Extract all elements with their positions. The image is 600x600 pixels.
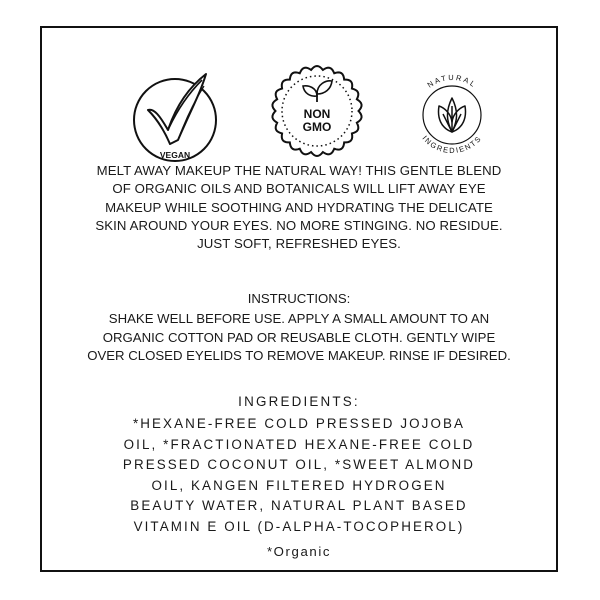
vegan-label: VEGAN: [159, 150, 191, 160]
gmo-label: GMO: [302, 120, 332, 134]
ingredients-line: OIL, KANGEN FILTERED HYDROGEN: [151, 477, 447, 493]
ingredients-line: VITAMIN E OIL (D-ALPHA-TOCOPHEROL): [133, 518, 465, 534]
natural-label: NATURAL: [425, 72, 479, 90]
intro-line: OF ORGANIC OILS AND BOTANICALS WILL LIFT AWAY EYE: [112, 181, 486, 197]
instructions-line: OVER CLOSED EYELIDS TO REMOVE MAKEUP. RINSE IF DESIRED.: [87, 348, 511, 364]
leaf-sprout-icon: [303, 81, 332, 102]
instructions-heading: INSTRUCTIONS:: [247, 291, 351, 306]
svg-text:NATURAL: [426, 73, 479, 90]
non-label: NON: [303, 107, 331, 121]
ingredients-heading: INGREDIENTS:: [238, 394, 360, 409]
natural-ingredients-badge: [397, 60, 507, 170]
instructions-line: ORGANIC COTTON PAD OR REUSABLE CLOTH. GENTLY WIPE: [102, 329, 496, 345]
ingredients-list: [92, 414, 506, 538]
intro-line: MELT AWAY MAKEUP THE NATURAL WAY! THIS GENTLE BLEND: [96, 163, 502, 178]
non-gmo-badge: [262, 56, 372, 166]
ingredients-line: BEAUTY WATER, NATURAL PLANT BASED: [130, 498, 468, 514]
instructions-text: [50, 310, 548, 366]
intro-line: SKIN AROUND YOUR EYES. NO MORE STINGING. NO RESIDUE.: [95, 217, 503, 233]
ingredients-line: PRESSED COCONUT OIL, *SWEET ALMOND: [122, 457, 476, 473]
leaf-icon: [439, 98, 466, 132]
intro-paragraph: [52, 162, 546, 253]
organic-footnote: *Organic: [266, 544, 332, 559]
instructions-line: SHAKE WELL BEFORE USE. APPLY A SMALL AMOUNT TO AN: [108, 311, 490, 326]
intro-line: MAKEUP WHILE SOOTHING AND HYDRATING THE DELICATE: [105, 199, 493, 215]
ingredients-label: INGREDIENTS: [420, 133, 484, 156]
ingredients-line: OIL, *FRACTIONATED HEXANE-FREE COLD: [123, 436, 475, 452]
intro-line: JUST SOFT, REFRESHED EYES.: [197, 236, 401, 252]
ingredients-line: *HEXANE-FREE COLD PRESSED JOJOBA: [132, 416, 466, 431]
vegan-badge: [120, 60, 230, 170]
vegan-check-icon: [120, 60, 230, 170]
label-frame: [40, 26, 558, 572]
badge-row: [42, 54, 556, 170]
